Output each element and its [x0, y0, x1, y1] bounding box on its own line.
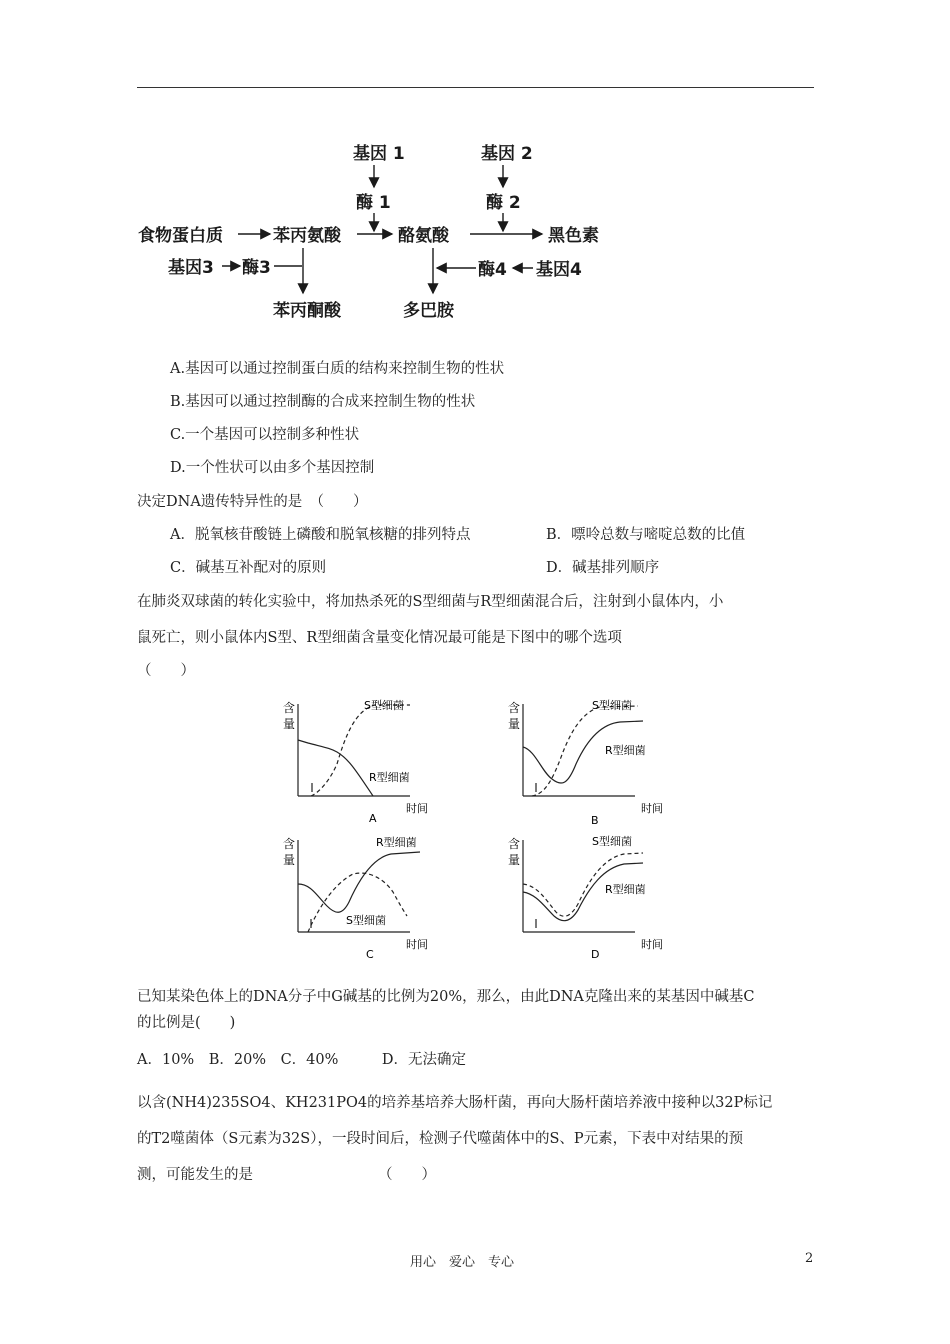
r-type-label: R型细菌 [605, 744, 646, 757]
header-rule [137, 87, 814, 88]
q5-line1: 以含(NH4)235SO4、KH231PO4的培养基培养大肠杆菌，再向大肠杆菌培养液中接种以32P标记 [137, 1095, 773, 1111]
s-type-label: S型细菌 [592, 699, 632, 712]
q5-line2: 的T2噬菌体（S元素为32S），一段时间后，检测子代噬菌体中的S、P元素，下表中对结果的预 [137, 1131, 744, 1147]
r-type-label: R型细菌 [369, 771, 410, 784]
enzyme1-label: 酶 1 [356, 193, 391, 213]
q2-option-b: B．嘌呤总数与嘧啶总数的比值 [546, 527, 746, 543]
food-protein-label: 食物蛋白质 [138, 226, 223, 246]
q2-option-d: D．碱基排列顺序 [546, 560, 660, 576]
phenylalanine-label: 苯丙氨酸 [273, 226, 341, 246]
x-label: 时间 [406, 938, 428, 951]
s-type-label: S型细菌 [364, 699, 404, 712]
s-type-label: S型细菌 [592, 835, 632, 848]
gene4-label: 基因4 [536, 260, 582, 280]
y-label-bottom: 量 [283, 717, 296, 731]
dopamine-label: 多巴胺 [403, 301, 454, 321]
q4-line2: 的比例是( ) [137, 1015, 236, 1031]
y-label-top: 含 [508, 837, 521, 851]
y-label-bottom: 量 [508, 717, 521, 731]
q3-blank: （ ） [137, 663, 195, 679]
x-label: 时间 [641, 802, 663, 815]
q2-option-a: A．脱氧核苷酸链上磷酸和脱氧核糖的排列特点 [170, 527, 471, 543]
q5-blank: （ ） [378, 1167, 436, 1183]
enzyme3-label: 酶3 [242, 258, 271, 278]
graph-letter: D [591, 948, 600, 961]
x-label: 时间 [406, 802, 428, 815]
phenylpyruvate-label: 苯丙酮酸 [273, 301, 341, 321]
graph-a [275, 692, 455, 831]
q4-options: A．10% B．20% C．40% D．无法确定 [137, 1052, 467, 1068]
q2-option-c: C．碱基互补配对的原则 [170, 560, 327, 576]
q3-line2: 鼠死亡，则小鼠体内S型、R型细菌含量变化情况最可能是下图中的哪个选项 [137, 630, 622, 646]
graph-c [275, 828, 455, 967]
y-label-bottom: 量 [508, 853, 521, 867]
graph-b [500, 692, 680, 831]
q1-option-b: B.基因可以通过控制酶的合成来控制生物的性状 [170, 394, 476, 410]
gene3-label: 基因3 [168, 258, 214, 278]
y-label-top: 含 [283, 701, 296, 715]
q1-option-c: C.一个基因可以控制多种性状 [170, 427, 360, 443]
r-type-label: R型细菌 [605, 883, 646, 896]
gene2-label: 基因 2 [481, 144, 533, 164]
footer-motto: 用心 爱心 专心 [410, 1255, 515, 1270]
q5-line3: 测，可能发生的是 [137, 1167, 253, 1183]
page-number: 2 [805, 1251, 814, 1266]
y-label-top: 含 [508, 701, 521, 715]
q3-line1: 在肺炎双球菌的转化实验中，将加热杀死的S型细菌与R型细菌混合后，注射到小鼠体内，小 [137, 594, 724, 610]
graph-letter: B [591, 814, 599, 827]
x-label: 时间 [641, 938, 663, 951]
r-type-label: R型细菌 [376, 836, 417, 849]
graph-d [500, 828, 680, 967]
enzyme2-label: 酶 2 [486, 193, 521, 213]
q2-stem: 决定DNA遗传特异性的是 （ ） [137, 494, 368, 510]
metabolic-pathway-diagram [130, 135, 630, 335]
q1-option-a: A.基因可以通过控制蛋白质的结构来控制生物的性状 [170, 361, 505, 377]
graph-letter: A [369, 812, 377, 825]
graph-letter: C [366, 948, 374, 961]
y-label-bottom: 量 [283, 853, 296, 867]
y-label-top: 含 [283, 837, 296, 851]
tyrosine-label: 酪氨酸 [398, 226, 449, 246]
s-type-label: S型细菌 [346, 914, 386, 927]
q1-option-d: D.一个性状可以由多个基因控制 [170, 460, 375, 476]
gene1-label: 基因 1 [353, 144, 405, 164]
q4-line1: 已知某染色体上的DNA分子中G碱基的比例为20%，那么，由此DNA克隆出来的某基因中碱基C [137, 989, 755, 1005]
enzyme4-label: 酶4 [478, 260, 507, 280]
melanin-label: 黑色素 [548, 226, 599, 246]
